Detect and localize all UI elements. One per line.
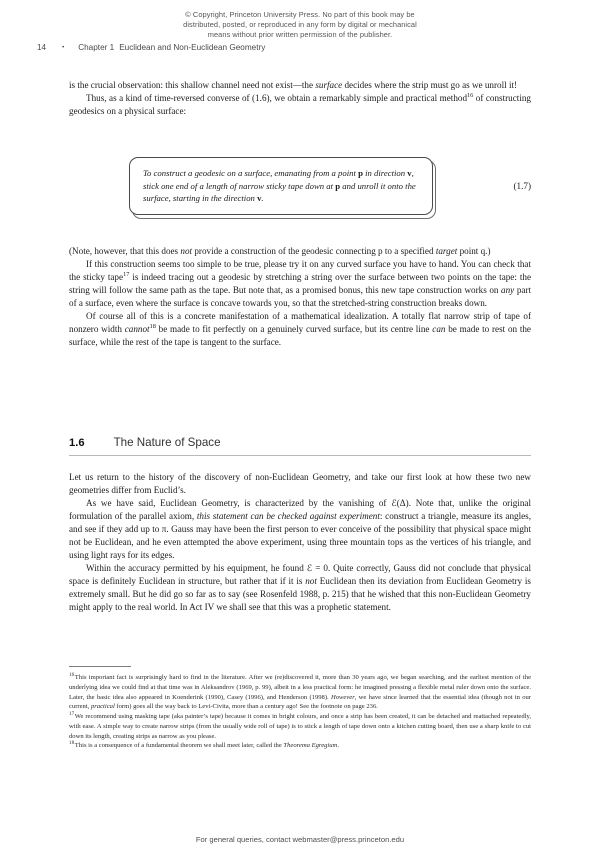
footnote-18-marker: 18 [69,740,75,747]
statement-text-a: To construct a geodesic on a surface, emanating from a point [143,168,359,178]
para5-text-a: Of course all of this is a concrete manifestation of a mathematical idealization. A totally flat narrow strip of tape of nonzero width [69,311,531,335]
page-number: 14 [37,43,47,52]
footnote-18-italic-1: Theorema Egregium [283,742,338,750]
section-para3-emphasis-not: not [305,576,317,587]
body-column-middle [69,245,531,349]
section-heading [69,433,531,451]
footnote-17-marker: 17 [69,710,75,717]
para3-emphasis-not: not [180,246,193,256]
footnote-ref-18[interactable]: 18 [149,323,156,331]
para1-text-a: is the crucial observation: this shallow channel need not exist—the [69,80,316,90]
copyright-line-2: distributed, posted, or reproduced in any form by digital or mechanical [183,20,417,30]
statement-text-e: . [261,193,264,204]
para3-text-b: provide a construction of the geodesic connecting p to a specified [192,246,436,256]
statement-text-d: and unroll it onto the surface, starting in the direction [143,180,416,204]
section-para3-text-b: Euclidean then its deviation from Euclidean Geometry is extremely small. But he did go so far as to say (see Rosenfeld 1988, p. 215) that he wished that this non-Euclidean Geometry might apply to the real world. In Act IV we shall see that this was a prophetic statement. [69,576,531,613]
paragraph-time-reversed-converse [69,92,531,118]
para3-emphasis-target: target [435,246,458,256]
section-divider [69,455,531,456]
page-footer: For general queries, contact webmaster@press.princeton.edu [195,835,405,844]
footnote-16-marker: 16 [69,671,75,678]
para3-text-a: (Note, however, that this does [69,246,181,256]
section-para2-text-b: : construct a triangle, measure its angles, and see if they add up to π. Gauss may have been the first person to ever conceive of the possibility that physical space might not be Euclidean, and he even attempted the above experiment, using three mountain tops as the vertices of his triangle, and using light rays for its edges. [69,511,531,561]
para1-emphasis-surface: surface [315,80,343,90]
footnote-16-italic-2: practical [90,703,115,711]
displayed-statement-row [69,155,531,231]
footnote-16-text-c: form) goes all the way back to Levi-Civita, more than a century ago! See the footnote on page 236. [114,703,378,711]
footnote-16 [69,673,531,712]
footnote-16-text-a: This important fact is surprisingly hard to find in the literature. After we (re)discovered it, more than 30 years ago, we began searching, and the earliest mention of the underlying idea we could find at that time was in Aleksandrov (1969, p. 99), albeit in a less practical form: he imagined pressing a flexible metal ruler down onto the surface. Later, the basic idea also appeared in Koenderink (1990), Casey (1996), and Henderson (1998). [69,674,531,701]
copyright-line-3: means without prior written permission of the publisher. [207,30,393,40]
section-title: The Nature of Space [113,436,221,449]
para3-text-c: point q.) [457,246,491,256]
statement-vector-v-2: v [257,193,262,204]
footnote-separator [69,666,131,667]
equation-number-1-7: (1.7) [513,181,531,191]
section-para2-text-a: As we have said, Euclidean Geometry, is characterized by the vanishing of ℰ(Δ). Note that, unlike the original formulation of the parallel axiom, [69,498,531,522]
paragraph-crucial-observation [69,79,531,92]
bullet-separator: • [62,44,65,51]
paragraph-history-return: Let us return to the history of the discovery of non-Euclidean Geometry, and take our first look at how these two new geometries differ from Euclid’s. [69,472,531,496]
para1-text-b: decides where the strip must go as we unroll it! [342,80,518,90]
chapter-label: Chapter 1 [78,43,115,52]
statement-box [129,157,433,215]
statement-text-c: , stick one end of a length of narrow sticky tape down at [143,168,414,191]
footnote-ref-17[interactable]: 17 [123,271,130,279]
para4-text-b: is indeed tracing out a geodesic by stretching a string over the surface between two points on the tape: the string will follow the same path as the tape. But note that, as a promised bonus, this new tape construction works on [69,272,531,296]
copyright-line-1: © Copyright, Princeton University Press. No part of this book may be [185,10,415,19]
footnote-17 [69,712,531,741]
copyright-notice [0,10,600,41]
paragraph-gauss-accuracy [69,562,531,614]
para5-text-c: be made to rest on the surface, while the rest of the tape is tangent to the surface. [69,324,531,348]
paragraph-idealization [69,310,531,349]
para4-emphasis-any: any [501,285,515,296]
footnote-16-italic-1: However [330,693,355,701]
statement-text [143,167,420,205]
para4-text-c: part of a surface, even where the surface is concave towards you, so that the stretched-string construction breaks down. [69,285,531,309]
section-number: 1.6 [69,437,85,449]
footnote-18-text-b: . [337,742,339,750]
para2-text-a: Thus, as a kind of time-reversed converse of (1.6), we obtain a remarkably simple and practical method [86,93,468,104]
paragraph-euclidean-vanishing [69,497,531,562]
footnote-list [69,673,531,751]
chapter-title: Euclidean and Non-Euclidean Geometry [119,43,266,52]
section-heading-row [69,433,531,451]
statement-vector-v-1: v [407,168,412,178]
para5-text-b: be made to fit perfectly on a genuinely curved surface, but its centre line [155,324,433,335]
statement-text-b: in direction [362,168,408,178]
body-column-top [69,79,531,118]
para5-emphasis-cannot: cannot [124,324,150,335]
paragraph-sticky-tape-check [69,258,531,310]
body-column-section [69,471,531,615]
footnote-18-text-a: This is a consequence of a fundamental theorem we shall meet later, called the [74,742,284,750]
section-para2-emphasis: this statement can be checked against experiment [196,511,380,522]
footnote-18 [69,741,531,751]
footnote-17-text-a: We recommend using masking tape (aka painter’s tape) because it comes in bright colours, and once a strip has been created, it can be detached and reattached repeatedly, with ease. A simple way to create narrow strips (from the usually wide roll of tape) is to stick a length of tape down onto a kitchen cutting board, then use a sharp knife to cut down its length, creating strips as narrow as you please. [69,713,531,740]
footnote-16-text-b: , we have since learned that the essential idea (though not in our current, [69,693,531,711]
statement-point-p: p [358,168,363,178]
section-para3-text-a: Within the accuracy permitted by his equipment, he found ℰ = 0. Quite correctly, Gauss did not conclude that physical space is definitely Euclidean in structure, but rather that if it is [69,563,531,587]
footnote-ref-16[interactable]: 16 [467,92,474,99]
statement-point-p-2: p [335,180,341,191]
para2-text-b: of constructing geodesics on a physical surface: [69,93,531,117]
running-head [37,43,457,52]
para5-emphasis-can: can [432,324,446,335]
para4-text-a: If this construction seems too simple to be true, please try it on any curved surface you have to hand. You can check that the sticky tape [69,259,531,283]
paragraph-note-however [69,245,531,258]
